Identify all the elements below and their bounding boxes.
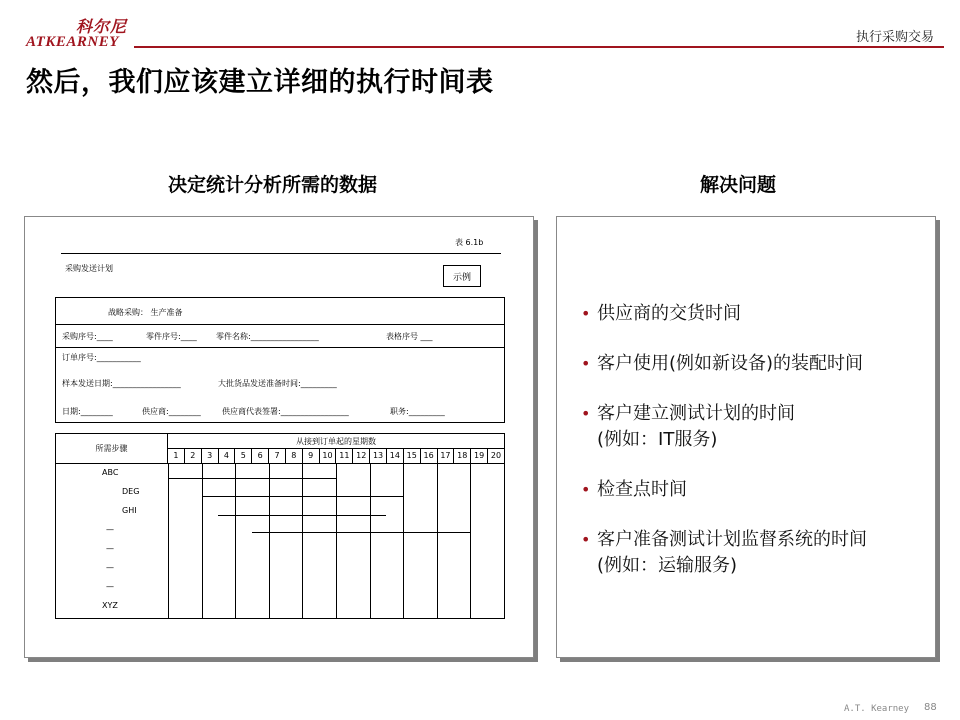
step-label: GHI: [122, 506, 137, 515]
grid-vertical-line: [168, 464, 169, 618]
position-field: 职务:_________: [390, 407, 445, 416]
week-number-cell: 13: [370, 449, 387, 463]
week-number-cell: 1: [168, 449, 185, 463]
page-title: 然后，我们应该建立详细的执行时间表: [26, 67, 494, 98]
week-number-cell: 17: [438, 449, 455, 463]
issues-panel: [556, 216, 936, 658]
timeline-bar: [168, 478, 336, 479]
sample-date-field: 样本发送日期:_________________: [62, 379, 181, 388]
step-label: —: [106, 544, 114, 553]
page-number: 88: [924, 702, 937, 713]
timeline-bar: [252, 532, 470, 533]
form-subtitle: 采购发送计划: [65, 264, 113, 273]
week-number-cell: 10: [320, 449, 337, 463]
week-number-cell: 20: [490, 451, 502, 460]
week-number-cell: 5: [235, 449, 252, 463]
week-number-cell: 8: [286, 449, 303, 463]
list-item: • 供应商的交货时间: [581, 301, 921, 327]
week-number-cell: 2: [185, 449, 202, 463]
grid-vertical-line: [302, 464, 303, 618]
part-name-field: 零件名称:_________________: [216, 332, 319, 341]
grid-vertical-line: [235, 464, 236, 618]
part-no-field: 零件序号:____: [146, 332, 197, 341]
strategy-field: 战略采购： 生产准备: [108, 308, 183, 317]
logo-english-text: ATKEARNEY: [26, 34, 119, 50]
steps-header: 所需步骤: [56, 434, 168, 464]
weeks-row: [168, 449, 504, 464]
form-id-row: [56, 325, 504, 348]
form-code: 表 6.1b: [455, 238, 484, 247]
company-logo: [26, 14, 132, 52]
schedule-grid: [55, 433, 505, 619]
week-number-cell: 12: [353, 449, 370, 463]
week-number-cell: 16: [421, 449, 438, 463]
logo-chinese-text: 科尔尼: [76, 17, 128, 36]
list-item: • 客户建立测试计划的时间 (例如：IT服务): [581, 401, 921, 453]
grid-vertical-line: [202, 464, 203, 618]
week-number-cell: 4: [219, 449, 236, 463]
timeline-bar: [218, 515, 386, 516]
week-number-cell: 15: [404, 449, 421, 463]
sample-badge: 示例: [443, 265, 481, 287]
form-divider: [61, 253, 501, 254]
form-strategy-row: [56, 298, 504, 325]
footer-company: A.T. Kearney: [844, 704, 910, 714]
grid-vertical-line: [336, 464, 337, 618]
step-label: —: [106, 525, 114, 534]
week-number-cell: 18: [454, 449, 471, 463]
step-label: DEG: [122, 487, 140, 496]
grid-vertical-line: [403, 464, 404, 618]
right-column-heading: 解决问题: [700, 174, 777, 196]
issues-list: [581, 301, 921, 603]
weeks-header: 从接到订单起的星期数: [168, 434, 504, 449]
timeline-bar: [202, 496, 404, 497]
form-info-box: [55, 297, 505, 423]
grid-vertical-line: [370, 464, 371, 618]
step-label: —: [106, 563, 114, 572]
grid-vertical-line: [269, 464, 270, 618]
form-no-field: 表格序号 ___: [386, 332, 433, 341]
header-divider: [134, 46, 944, 48]
step-label: —: [106, 582, 114, 591]
list-item: • 客户准备测试计划监督系统的时间 (例如：运输服务): [581, 527, 921, 579]
step-label: XYZ: [102, 601, 118, 610]
order-no-field: 订单序号:___________: [62, 353, 141, 362]
week-number-cell: 6: [252, 449, 269, 463]
week-number-cell: 19: [471, 449, 488, 463]
week-number-cell: 14: [387, 449, 404, 463]
week-number-cell: 9: [303, 449, 320, 463]
bulk-date-field: 大批货品发送准备时间:_________: [218, 379, 337, 388]
list-item: • 检查点时间: [581, 477, 921, 503]
step-label: ABC: [102, 468, 119, 477]
supplier-field: 供应商:________: [142, 407, 201, 416]
section-label: 执行采购交易: [855, 30, 934, 45]
grid-vertical-line: [470, 464, 471, 618]
list-item: • 客户使用(例如新设备)的装配时间: [581, 351, 921, 377]
supplier-rep-field: 供应商代表签署:_________________: [222, 407, 349, 416]
week-number-cell: 3: [202, 449, 219, 463]
date-field: 日期:________: [62, 407, 113, 416]
grid-vertical-line: [437, 464, 438, 618]
left-column-heading: 决定统计分析所需的数据: [168, 174, 378, 196]
week-number-cell: 7: [269, 449, 286, 463]
purchase-no-field: 采购序号:____: [62, 332, 113, 341]
form-panel: [24, 216, 534, 658]
week-number-cell: 11: [336, 449, 353, 463]
